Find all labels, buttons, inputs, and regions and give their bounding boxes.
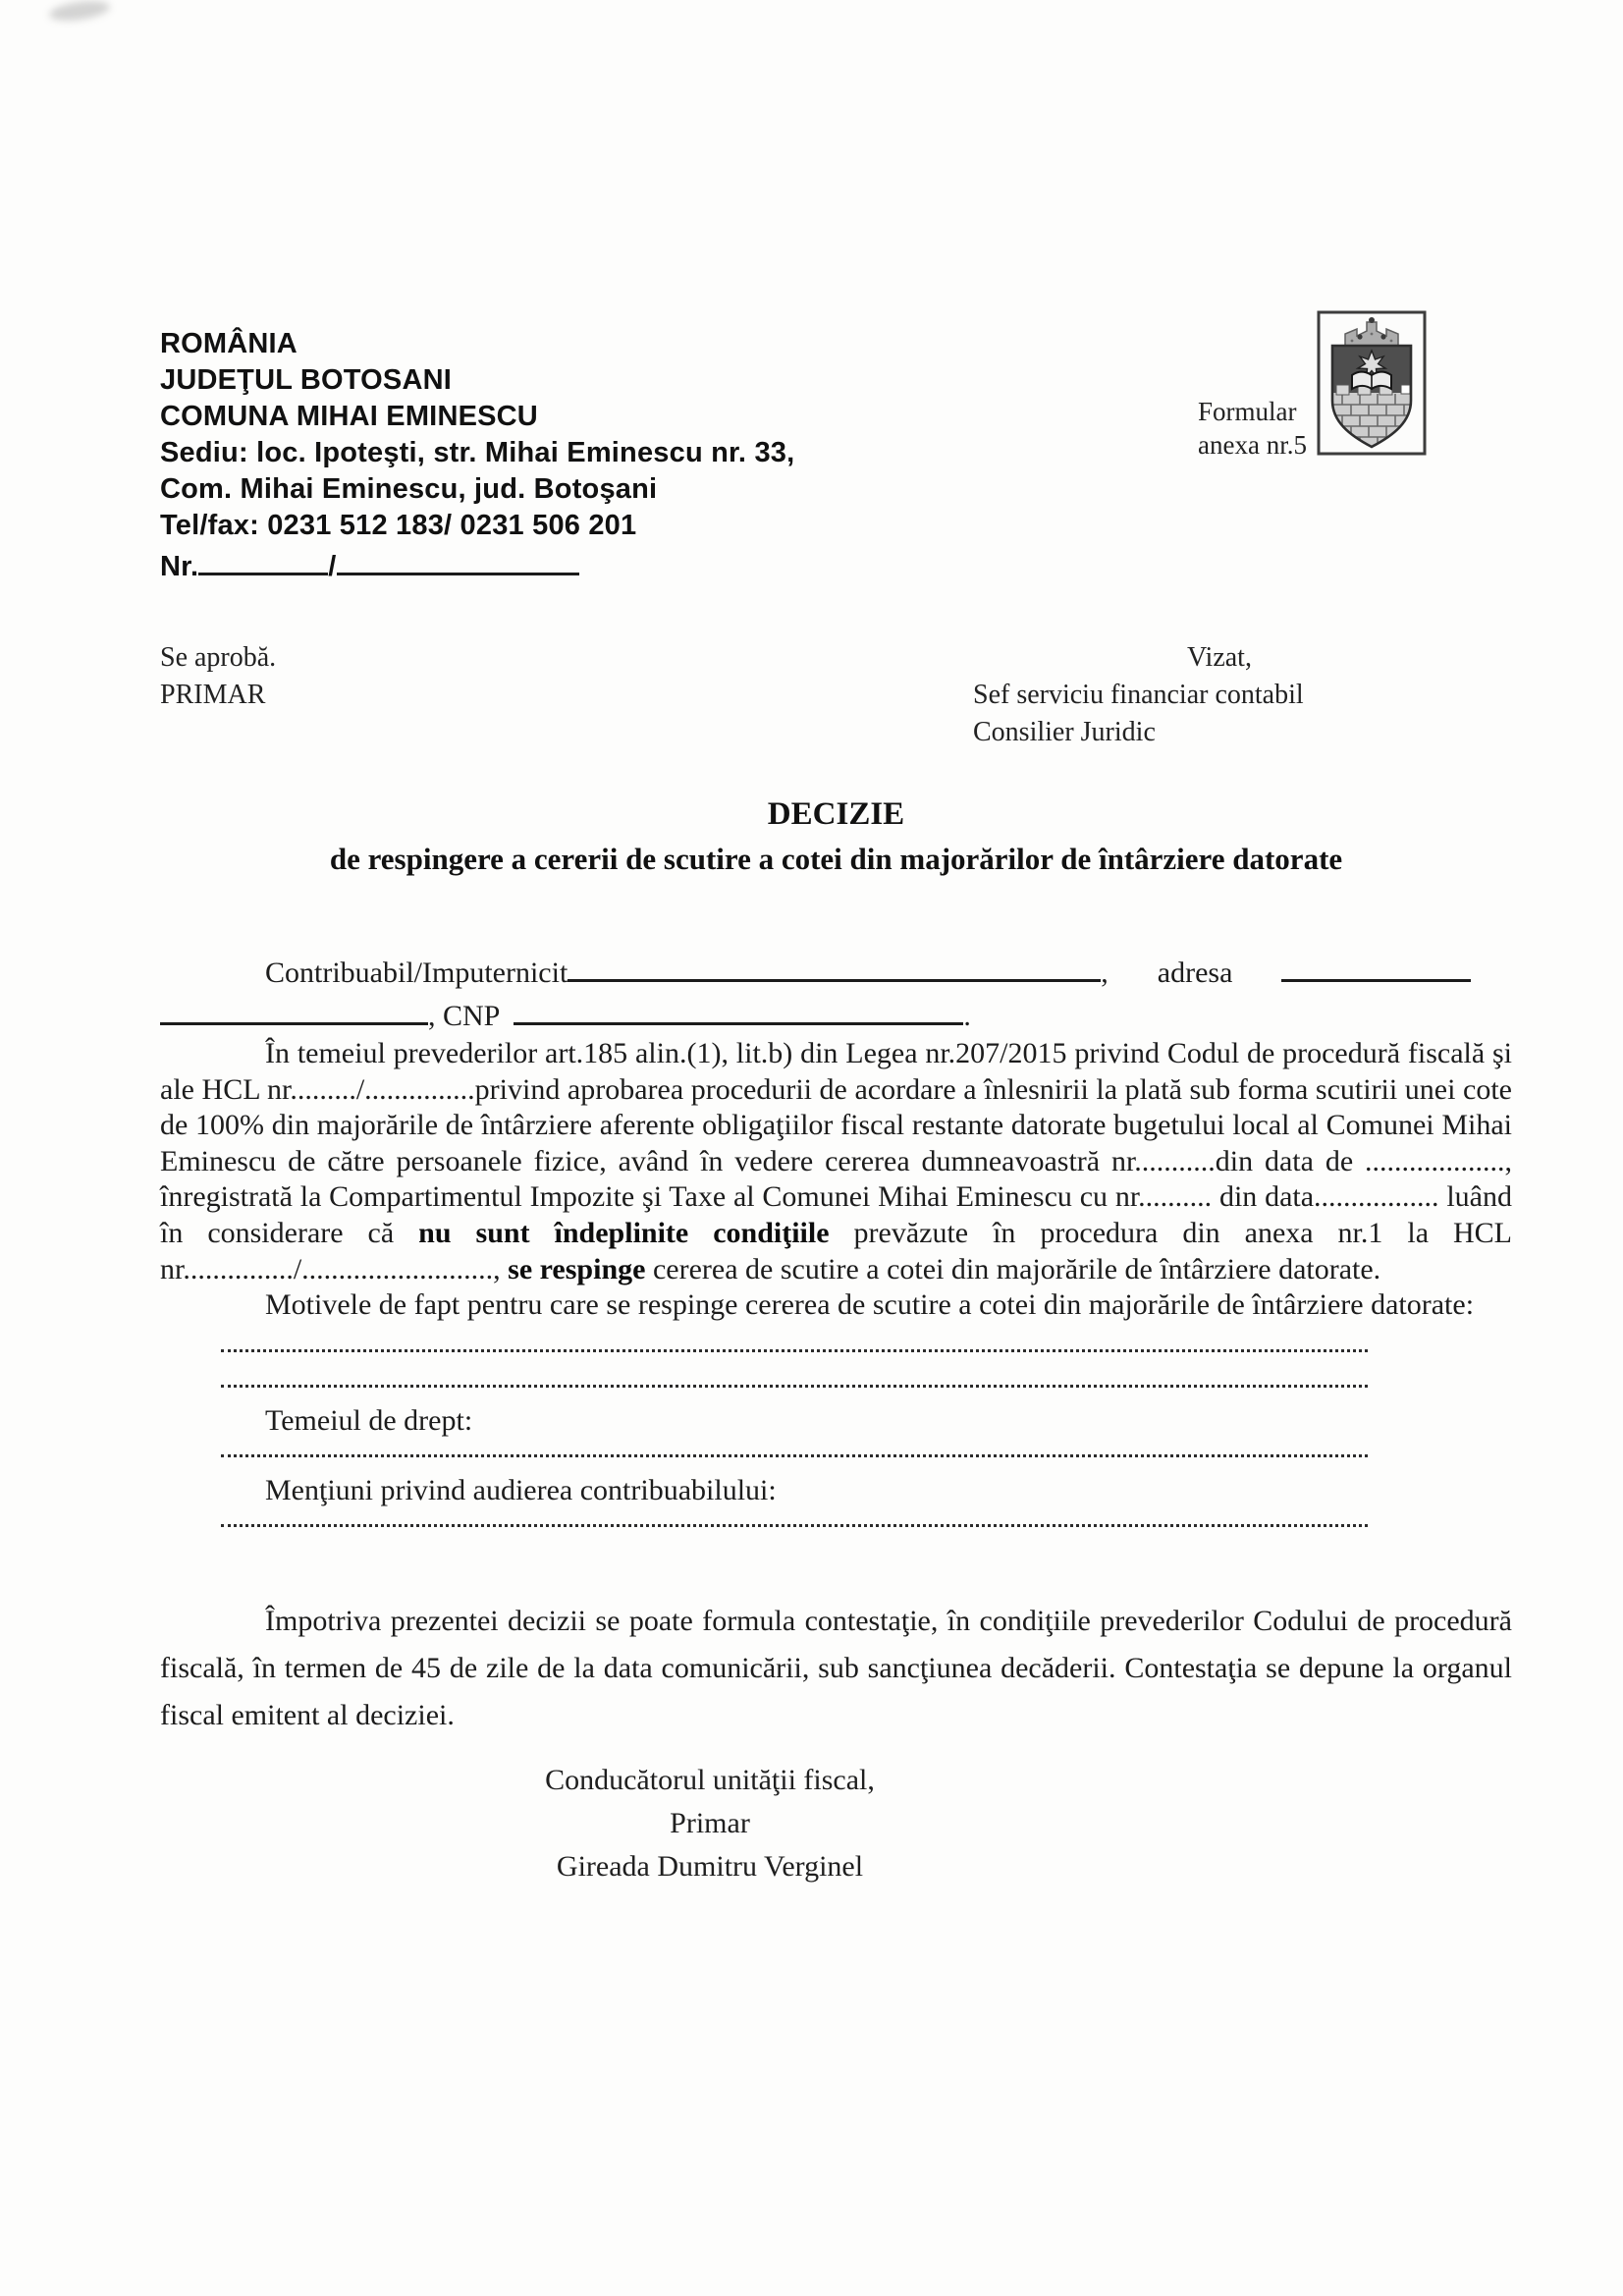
law-basis-label: Temeiul de drept:: [265, 1403, 473, 1437]
hearing-label: Menţiuni privind audierea contribuabilului:: [265, 1473, 777, 1506]
legal-basis-text-2: prevăzute în procedura din anexa nr.1 la HCL nr.............../..........................,: [160, 1216, 1513, 1285]
cnp-period: .: [963, 1000, 971, 1032]
taxpayer-label: Contribuabil/Imputernicit: [265, 957, 568, 989]
header-phone: Tel/fax: 0231 512 183/ 0231 506 201: [160, 510, 637, 541]
visa-label: Vizat,: [1187, 642, 1252, 673]
taxpayer-name-blank-field: [568, 950, 1101, 982]
bold-conditions-not-met: nu sunt îndeplinite condiţiile: [418, 1216, 830, 1249]
taxpayer-line-2: [160, 993, 1512, 1036]
approval-left-block: [160, 639, 276, 714]
signature-role-line: Conducătorul unităţii fiscal,: [545, 1763, 875, 1796]
address-blank-field: [1281, 950, 1471, 982]
legal-basis-paragraph: [160, 1036, 1512, 1287]
form-annex-line2: anexa nr.5: [1198, 430, 1307, 460]
header-county: JUDEŢUL BOTOSANI: [160, 364, 452, 396]
address-label: adresa: [1157, 957, 1233, 989]
legal-basis-text-3: cererea de scutire a cotei din majorările de întârziere datorate.: [645, 1252, 1381, 1285]
visa-role1: Sef serviciu financiar contabil: [973, 680, 1304, 710]
institution-header: [160, 326, 1512, 586]
signature-block: [406, 1759, 1014, 1888]
dotted-fill-line-3: [221, 1454, 1368, 1457]
document-title: DECIZIE: [767, 796, 905, 832]
dotted-fill-line-2: [221, 1385, 1368, 1388]
appeal-paragraph: Împotriva prezentei decizii se poate formula contestaţie, în condiţiile prevederilor Codului de procedură fiscală, în termen de 45 de zile de la data comunicării, sub sancţiunea decăderii. Contestaţia se depune la organul fiscal emitent al deciziei.: [160, 1604, 1512, 1731]
approve-role: PRIMAR: [160, 680, 266, 710]
header-country: ROMÂNIA: [160, 328, 298, 359]
legal-basis-text-1: În temeiul prevederilor art.185 alin.(1), lit.b) din Legea nr.207/2015 privind Codul de procedură fiscală şi ale HCL nr........./...............privind aprobarea procedurii de acordare a înlesnirii la plată sub forma scutirii unei cote de 100% din majorările de întârziere aferente obligaţiilor fiscal restante datorate bugetului local al Comunei Mihai Eminescu de către persoanele fizice, având în vedere cererea dumneavoastră nr...........din data de ..................., înregistrată la Compartimentul Impozite şi Taxe al Comunei Mihai Eminescu cu nr.......... din data................. luând în considerare că: [160, 1037, 1512, 1249]
signature-title-line: Primar: [670, 1806, 750, 1839]
cnp-label: , CNP: [428, 1000, 501, 1032]
cnp-blank-field: [514, 993, 963, 1025]
approve-label: Se aprobă.: [160, 642, 277, 673]
coat-of-arms-icon: [1317, 310, 1427, 456]
document-content: [160, 326, 1512, 1888]
form-annex-stamp: [1198, 395, 1307, 462]
registration-number-line: [160, 544, 1512, 586]
nr-blank-field: [198, 544, 328, 575]
nr-slash: /: [328, 551, 337, 582]
approval-row: [160, 639, 1512, 755]
header-address2: Com. Mihai Eminescu, jud. Botoşani: [160, 473, 658, 505]
coat-of-arms-image: [1317, 310, 1427, 456]
form-annex-line1: Formular: [1198, 397, 1297, 426]
header-address: Sediu: loc. Ipoteşti, str. Mihai Eminescu nr. 33,: [160, 437, 795, 468]
address-blank-field-2: [160, 993, 428, 1025]
nr-label: Nr.: [160, 551, 199, 582]
reasons-paragraph: Motivele de fapt pentru care se respinge cererea de scutire a cotei din majorările de întârziere datorate:: [265, 1288, 1475, 1322]
dotted-fill-line-1: [221, 1349, 1368, 1352]
dotted-fill-line-4: [221, 1524, 1368, 1527]
visa-right-block: [973, 639, 1304, 751]
taxpayer-comma: ,: [1101, 957, 1109, 989]
date-blank-field: [337, 544, 579, 575]
document-subtitle: de respingere a cererii de scutire a cotei din majorărilor de întârziere datorate: [329, 842, 1343, 876]
visa-role2: Consilier Juridic: [973, 717, 1156, 747]
signature-name: Gireada Dumitru Verginel: [556, 1849, 864, 1883]
bold-rejected: se respinge: [508, 1252, 646, 1285]
taxpayer-line-1: [160, 950, 1512, 993]
taxpayer-line: [160, 950, 1512, 1036]
header-commune: COMUNA MIHAI EMINESCU: [160, 401, 538, 432]
title-block: [160, 793, 1512, 881]
scan-smudge: [48, 0, 111, 24]
